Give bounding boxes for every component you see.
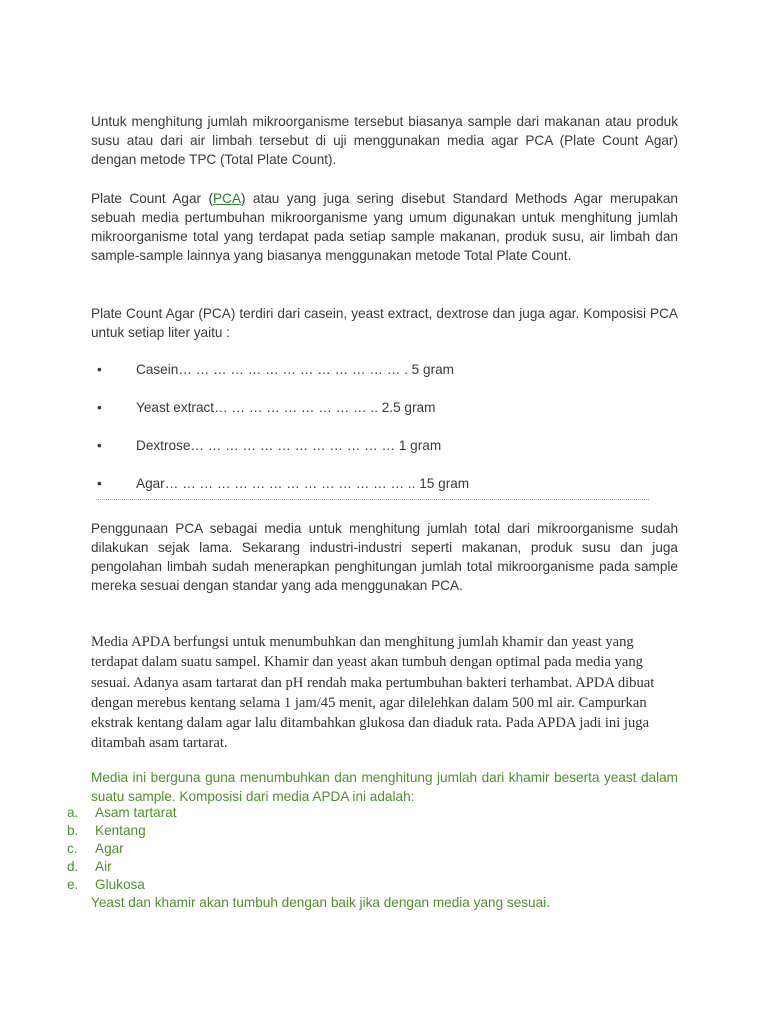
list-item [67, 821, 146, 840]
list-item-text: Dextrose… … … … … … … … … … … … 1 gram [136, 438, 442, 453]
list-item [67, 857, 112, 876]
list-marker: e. [67, 877, 79, 892]
paragraph-apda-composition-intro: Media ini berguna guna menumbuhkan dan menghitung jumlah dari khamir beserta yeast dalam suatu sample. Komposisi dari media APDA ini adalah: [91, 770, 678, 804]
list-item [67, 839, 124, 858]
list-marker: b. [67, 823, 79, 838]
list-item-text: Glukosa [95, 877, 145, 892]
paragraph-pca-definition-rest: ) atau yang juga sering disebut Standard Methods Agar merupakan sebuah media pertumbuhan mikroorganisme yang umum digunakan untuk menghitung jumlah mikroorganisme total yang terdapat pada setiap sample makanan, produk susu, air limbah dan sample-sample lainnya yang biasanya menggunakan metode Total Plate Count. [91, 191, 678, 263]
list-item-text: Casein… … … … … … … … … … … … … . 5 gram [136, 362, 454, 377]
list-marker: c. [67, 841, 78, 856]
divider [97, 499, 649, 500]
paragraph-closing: Yeast dan khamir akan tumbuh dengan baik jika dengan media yang sesuai. [91, 895, 550, 910]
list-item-text: Air [95, 859, 112, 874]
list-marker: a. [67, 805, 79, 820]
bullet-icon: • [97, 438, 102, 453]
paragraph-pca-usage: Penggunaan PCA sebagai media untuk menghitung jumlah total dari mikroorganisme sudah dilakukan sejak lama. Sekarang industri-industri seperti makanan, produk susu dan juga pengolahan limbah sudah menerapkan penghitungan jumlah total mikroorganisme pada sample mereka sesuai dengan standar yang ada menggunakan PCA. [91, 521, 678, 593]
list-item-text: Asam tartarat [95, 805, 177, 820]
pca-link[interactable]: PCA [213, 191, 241, 206]
paragraph-pca-composition-intro: Plate Count Agar (PCA) terdiri dari casein, yeast extract, dextrose dan juga agar. Komposisi PCA untuk setiap liter yaitu : [91, 306, 678, 340]
list-marker: d. [67, 859, 79, 874]
list-item-text: Yeast extract… … … … … … … … … .. 2.5 gram [136, 400, 436, 415]
bullet-icon: • [97, 476, 102, 491]
list-item [67, 803, 177, 822]
paragraph-pca-intro: Untuk menghitung jumlah mikroorganisme tersebut biasanya sample dari makanan atau produk susu atau dari air limbah tersebut di uji menggunakan media agar PCA (Plate Count Agar) dengan metode TPC (Total Plate Count). [91, 114, 678, 167]
paragraph-apda-description: Media APDA berfungsi untuk menumbuhkan dan menghitung jumlah khamir dan yeast yang terdapat dalam suatu sampel. Khamir dan yeast akan tumbuh dengan optimal pada media yang sesuai. Adanya asam tartarat dan pH rendah maka pertumbuhan bakteri terhambat. APDA dibuat dengan merebus kentang selama 1 jam/45 menit, agar dilelehkan dalam 500 ml air. Campurkan ekstrak kentang dalam agar lalu ditambahkan glukosa dan diaduk rata. Pada APDA jadi ini juga ditambah asam tartarat. [91, 634, 655, 752]
list-item [67, 875, 145, 894]
list-item-text: Kentang [95, 823, 146, 838]
paragraph-pca-definition-start: Plate Count Agar ( [91, 191, 213, 206]
bullet-icon: • [97, 400, 102, 415]
list-item-text: Agar [95, 841, 124, 856]
bullet-icon: • [97, 362, 102, 377]
paragraph-pca-definition [91, 189, 678, 265]
list-item-text: Agar… … … … … … … … … … … … … … .. 15 gram [136, 476, 470, 491]
